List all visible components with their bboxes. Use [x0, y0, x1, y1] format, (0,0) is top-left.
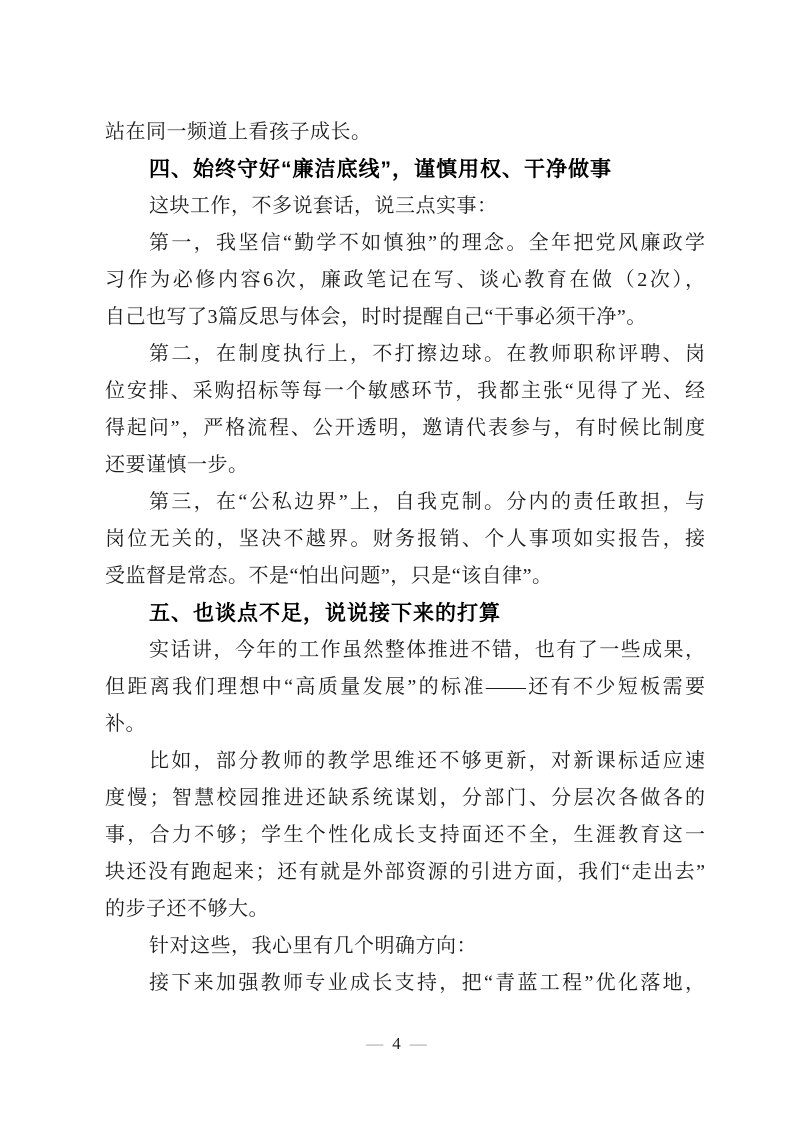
- body-line: 第一，我坚信“勤学不如慎独”的理念。全年把党风廉政学: [149, 232, 705, 254]
- body-line: 得起问”，严格流程、公开透明，邀请代表参与，有时候比制度: [105, 417, 705, 439]
- body-line: 事，合力不够；学生个性化成长支持面还不全，生涯教育这一: [105, 824, 705, 846]
- footer-dash-left: —: [366, 1034, 384, 1053]
- section-heading-4: 四、始终守好“廉洁底线”，谨慎用权、干净做事: [149, 158, 612, 181]
- paragraph-end-line: 站在同一频道上看孩子成长。: [105, 121, 372, 143]
- footer-dash-right: —: [409, 1034, 427, 1053]
- body-line: 第三，在“公私边界”上，自我克制。分内的责任敢担，与: [149, 491, 705, 513]
- body-line: 块还没有跑起来；还有就是外部资源的引进方面，我们“走出去”: [105, 861, 705, 883]
- body-line: 但距离我们理想中“高质量发展”的标准——还有不少短板需要: [105, 676, 705, 698]
- paragraph-end-line: 受监督是常态。不是“怕出问题”，只是“该自律”。: [105, 565, 553, 587]
- body-line: 习作为必修内容6次，廉政笔记在写、谈心教育在做（2次），: [105, 269, 705, 291]
- body-line: 第二，在制度执行上，不打擦边球。在教师职称评聘、岗: [149, 343, 705, 365]
- paragraph-end-line: 还要谨慎一步。: [105, 454, 249, 476]
- page-number-footer: [0, 1034, 793, 1054]
- paragraph-end-line: 的步子还不够大。: [105, 898, 269, 920]
- section-heading-5: 五、也谈点不足，说说接下来的打算: [149, 602, 501, 625]
- body-line: 针对这些，我心里有几个明确方向：: [149, 935, 477, 957]
- body-line: 这块工作，不多说套话，说三点实事：: [149, 195, 498, 217]
- body-line: 位安排、采购招标等每一个敏感环节，我都主张“见得了光、经: [105, 380, 705, 402]
- body-line: 实话讲，今年的工作虽然整体推进不错，也有了一些成果，: [149, 639, 705, 661]
- body-line: 岗位无关的，坚决不越界。财务报销、个人事项如实报告，接: [105, 528, 705, 550]
- body-line: 度慢；智慧校园推进还缺系统谋划，分部门、分层次各做各的: [105, 787, 705, 809]
- body-line: 接下来加强教师专业成长支持，把“青蓝工程”优化落地，: [149, 972, 705, 994]
- body-line: 比如，部分教师的教学思维还不够更新，对新课标适应速: [149, 750, 705, 772]
- paragraph-end-line: 自己也写了3篇反思与体会，时时提醒自己“干事必须干净”。: [105, 306, 647, 328]
- page-number: 4: [392, 1034, 401, 1053]
- text-block: [105, 114, 705, 1002]
- paragraph-end-line: 补。: [105, 713, 146, 735]
